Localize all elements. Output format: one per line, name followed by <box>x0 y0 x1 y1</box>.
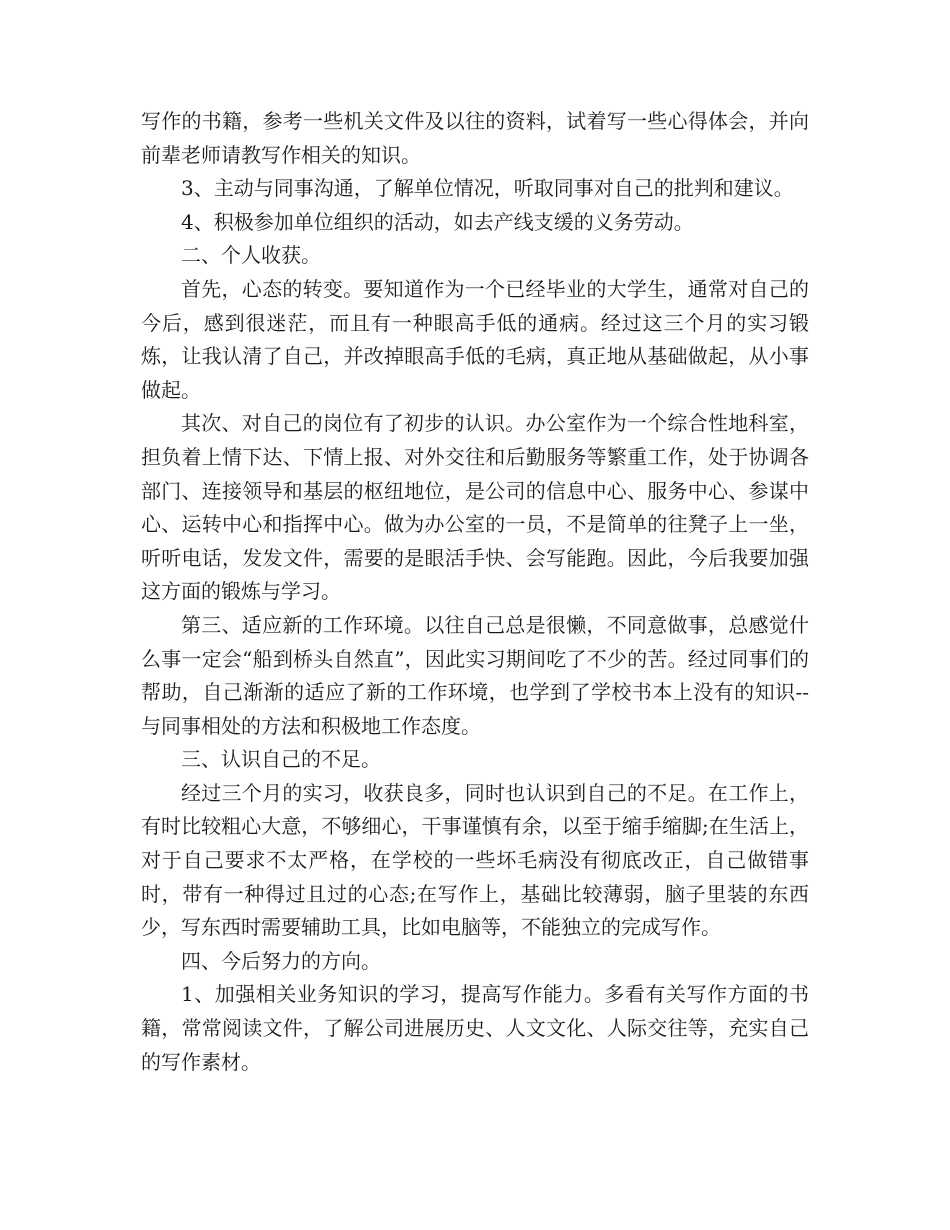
paragraph-item-4: 4、积极参加单位组织的活动，如去产线支缓的义务劳动。 <box>181 209 694 234</box>
section-heading-future-direction: 四、今后努力的方向。 <box>181 948 381 973</box>
paragraph-role-understanding: 其次、对自己的岗位有了初步的认识。办公室作为一个综合性地科室，担负着上情下达、下情上报、对外交往和后勤服务等繁重工作，处于协调各部门、连接领导和基层的枢纽地位，是公司的信息中心、服务中心、参谋中心、运转中心和指挥中心。做为办公室的一员，不是简单的往凳子上一坐，听听电话，发发文件，需要的是眼活手快、会写能跑。因此，今后我要加强这方面的锻炼与学习。 <box>141 411 809 604</box>
paragraph-mindset-change: 首先，心态的转变。要知道作为一个已经毕业的大学生，通常对自己的今后，感到很迷茫，而且有一种眼高手低的通病。经过这三个月的实习锻炼，让我认清了自己，并改掉眼高手低的毛病，真正地从基础做起，从小事做起。 <box>141 276 809 402</box>
paragraph-shortcomings: 经过三个月的实习，收获良多，同时也认识到自己的不足。在工作上，有时比较粗心大意，不够细心，干事谨慎有余，以至于缩手缩脚;在生活上，对于自己要求不太严格，在学校的一些坏毛病没有彻底改正，自己做错事时，带有一种得过且过的心态;在写作上，基础比较薄弱，脑子里装的东西少，写东西时需要辅助工具，比如电脑等，不能独立的完成写作。 <box>141 780 809 940</box>
paragraph-new-environment: 第三、适应新的工作环境。以往自己总是很懒，不同意做事，总感觉什么事一定会“船到桥头自然直”，因此实习期间吃了不少的苦。经过同事们的帮助，自己渐渐的适应了新的工作环境，也学到了学校书本上没有的知识--与同事相处的方法和积极地工作态度。 <box>141 612 809 738</box>
section-heading-personal-gains: 二、个人收获。 <box>181 243 321 268</box>
paragraph-writing-improvement: 1、加强相关业务知识的学习，提高写作能力。多看有关写作方面的书籍，常常阅读文件，了解公司进展历史、人文文化、人际交往等，充实自己的写作素材。 <box>141 982 809 1074</box>
paragraph-item-3: 3、主动与同事沟通，了解单位情况，听取同事对自己的批判和建议。 <box>181 176 794 201</box>
paragraph-continuation: 写作的书籍，参考一些机关文件及以往的资料，试着写一些心得体会，并向前辈老师请教写作相关的知识。 <box>141 109 809 167</box>
section-heading-shortcomings: 三、认识自己的不足。 <box>181 747 381 772</box>
document-body <box>141 105 809 1079</box>
